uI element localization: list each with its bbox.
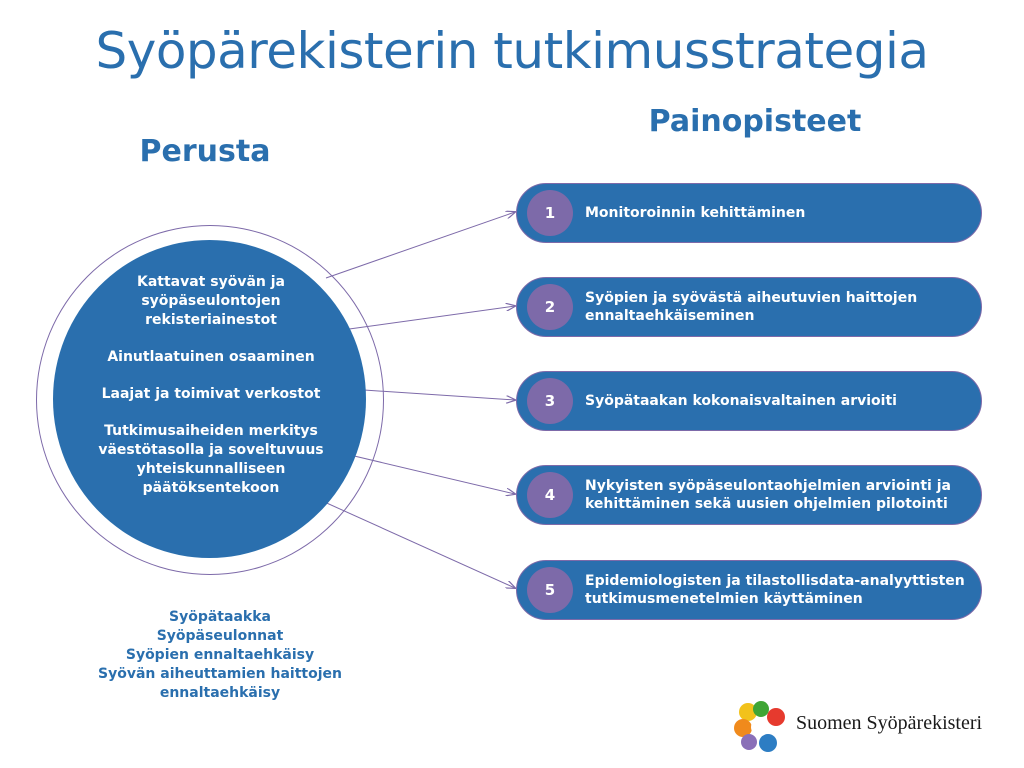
foundation-topic: Syöpien ennaltaehkäisy [125,647,315,663]
foundation-topic: Syöpäseulonnat [156,628,284,644]
priority-label: Syöpätaakan kokonaisvaltainen arvioiti [585,393,897,409]
foundation-item: Kattavat syövän ja syöpäseulontojen rekisteriainestot [136,274,285,328]
priority-item-4 [516,465,982,525]
priority-number-badge: 1 [527,190,573,236]
priorities-heading: Painopisteet [648,104,862,139]
foundation-item: Ainutlaatuinen osaaminen [107,349,315,365]
page-title: Syöpärekisterin tutkimusstrategia [95,22,929,80]
priority-number-badge: 3 [527,378,573,424]
connector-line-4 [350,455,515,494]
foundation-topics [80,608,360,703]
priority-label: Monitoroinnin kehittäminen [585,205,806,221]
priority-label: Epidemiologisten ja tilastollisdata-analyyttisten tutkimusmenetelmien käyttäminen [585,573,965,607]
foundation-topic: Syöpätaakka [169,609,271,625]
connector-line-1 [326,212,515,278]
foundation-item: Tutkimusaiheiden merkitys väestötasolla ja soveltuvuus yhteiskunnalliseen päätöksentekoon [98,423,324,496]
connector-line-3 [364,390,515,400]
priority-item-2 [516,277,982,337]
priority-number-badge: 4 [527,472,573,518]
foundation-heading: Perusta [139,134,271,169]
priority-item-3 [516,371,982,431]
connector-line-5 [320,500,515,588]
foundation-topic: Syövän aiheuttamien haittojen ennaltaehkäisy [98,666,342,701]
logo-text: Suomen Syöpärekisteri [796,712,983,734]
priority-label: Syöpien ja syövästä aiheutuvien haittojen ennaltaehkäiseminen [585,290,918,324]
priority-number-badge: 2 [527,284,573,330]
priority-number-badge: 5 [527,567,573,613]
foundation-item: Laajat ja toimivat verkostot [101,386,321,402]
priority-item-5 [516,560,982,620]
foundation-items [90,273,332,516]
logo-flower-icon [732,698,792,754]
priority-label: Nykyisten syöpäseulontaohjelmien arviointi ja kehittäminen sekä uusien ohjelmien pilotointi [585,478,951,512]
priority-item-1 [516,183,982,243]
